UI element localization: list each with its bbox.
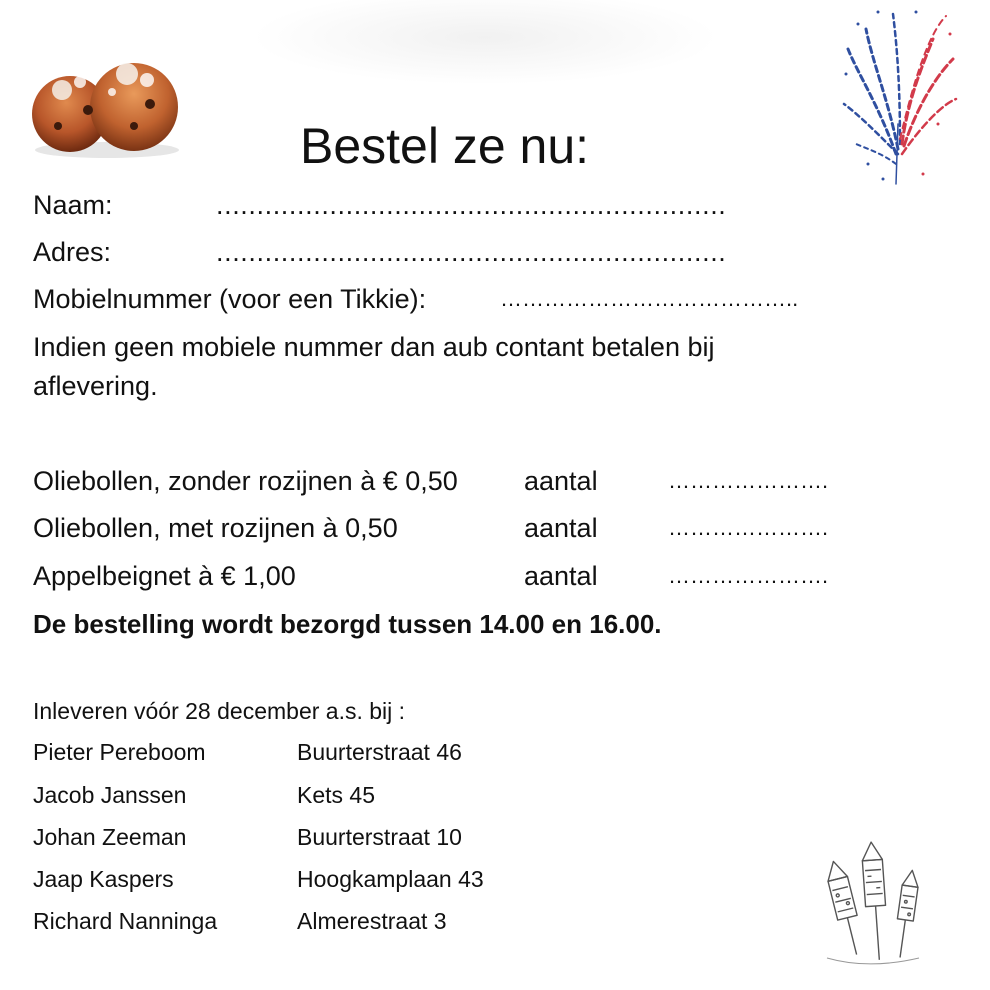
payment-note-line-2: aflevering. <box>33 371 158 401</box>
product-qty-field[interactable]: …………………. <box>668 468 829 493</box>
product-qty-field[interactable]: …………………. <box>668 515 829 540</box>
payment-note-line-1: Indien geen mobiele nummer dan aub contant betalen bij <box>33 332 715 362</box>
fireworks-burst-icon <box>838 4 960 190</box>
name-field[interactable]: ............................................................... <box>216 190 727 220</box>
address-field[interactable]: ............................................................... <box>216 237 727 267</box>
rockets-sketch-icon <box>815 838 930 968</box>
address-label: Adres: <box>33 237 112 267</box>
faded-header-shape <box>250 0 720 85</box>
mobile-field[interactable]: ………………………………….. <box>500 286 799 311</box>
product-qty-label: aantal <box>524 466 598 496</box>
contact-name: Pieter Pereboom <box>33 739 206 765</box>
product-qty-field[interactable]: …………………. <box>668 563 829 588</box>
oliebollen-photo <box>22 52 187 187</box>
product-qty-label: aantal <box>524 561 598 591</box>
page-title: Bestel ze nu: <box>300 118 590 174</box>
contact-name: Jacob Janssen <box>33 782 187 808</box>
contact-name: Richard Nanninga <box>33 908 218 934</box>
product-label: Oliebollen, met rozijnen à 0,50 <box>33 513 398 543</box>
contact-name: Johan Zeeman <box>33 824 187 850</box>
mobile-label: Mobielnummer (voor een Tikkie): <box>33 284 427 314</box>
contact-address: Buurterstraat 10 <box>297 824 462 850</box>
contact-address: Buurterstraat 46 <box>297 739 462 765</box>
contact-name: Jaap Kaspers <box>33 866 174 892</box>
name-label: Naam: <box>33 190 113 220</box>
product-qty-label: aantal <box>524 513 598 543</box>
contact-address: Almerestraat 3 <box>297 908 447 934</box>
delivery-note: De bestelling wordt bezorgd tussen 14.00 en 16.00. <box>33 609 662 639</box>
product-label: Appelbeignet à € 1,00 <box>33 561 296 591</box>
contact-address: Hoogkamplaan 43 <box>297 866 484 892</box>
contact-address: Kets 45 <box>297 782 375 808</box>
product-label: Oliebollen, zonder rozijnen à € 0,50 <box>33 466 458 496</box>
submit-intro: Inleveren vóór 28 december a.s. bij : <box>33 698 406 724</box>
